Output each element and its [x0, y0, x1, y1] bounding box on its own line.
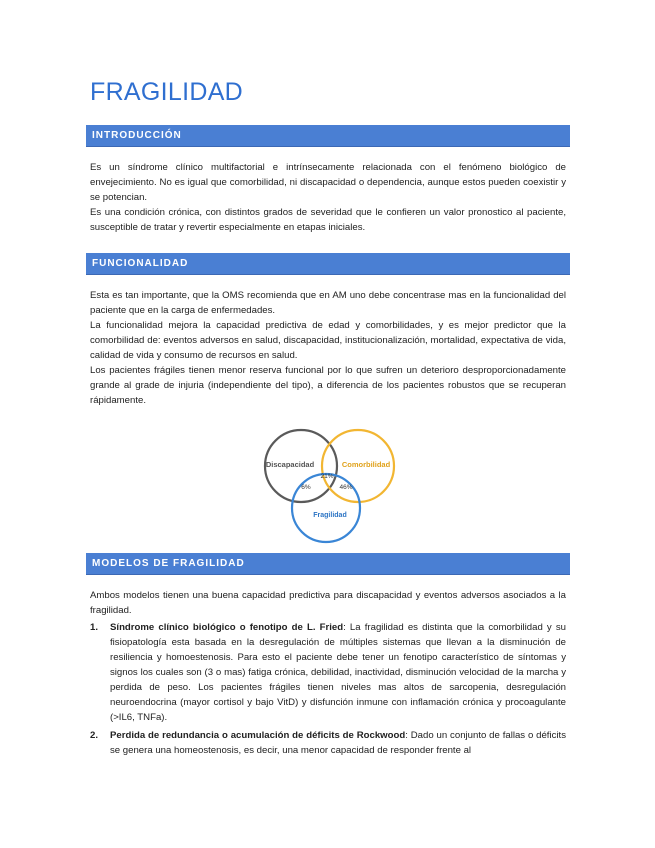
func-paragraph-2: La funcionalidad mejora la capacidad predictiva de edad y comorbilidades, y es mejor predictor que la comorbilidad de: eventos adversos en salud, discapacidad, institucionalización, mortalidad, expectativa de vida, calidad de vida y consumo de recursos en salud.	[90, 320, 566, 361]
intro-text	[90, 160, 566, 235]
venn-overlap-disc-frag: 6%	[301, 484, 311, 491]
list-item-lead: Síndrome clínico biológico o fenotipo de L. Fried	[110, 622, 344, 633]
list-item-lead: Perdida de redundancia o acumulación de déficits de Rockwood	[110, 730, 406, 741]
list-item-number: 1.	[90, 622, 99, 633]
list-item	[90, 620, 566, 725]
venn-label-comorbilidad: Comorbilidad	[341, 460, 391, 469]
list-item-text: : Dado un conjunto de fallas o déficits se genera una homeostenosis, es decir, una menor capacidad de responder frente al	[110, 730, 566, 756]
section-heading-intro: INTRODUCCIÓN	[86, 125, 570, 147]
list-item-text: : La fragilidad es distinta que la comorbilidad y su fisiopatología esta basada en la desregulación de múltiples sistemas que llevan a la disminución de resiliencia y homoestenosis. Para esto el paciente debe tener un fenotipo característico de síntomas y signos los cuales son (3 o mas) fatiga crónica, debilidad, inactividad, disminución velocidad de la marcha y perdida de peso. Los pacientes frágiles tienen niveles mas altos de sarcopenia, desregulación neuroendocrina (mayor cortisol y bajo VitD) y disfunción inmune con inflamación crónica y procoagulante (>IL6, TNFa).	[110, 622, 566, 723]
page-title: FRAGILIDAD	[90, 78, 244, 106]
intro-paragraph-2: Es una condición crónica, con distintos grados de severidad que le confieren un valor pronostico al paciente, susceptible de tratar y revertir especialmente en etapas iniciales.	[90, 207, 566, 233]
venn-overlap-comorb-frag: 46%	[339, 484, 353, 491]
func-paragraph-3: Los pacientes frágiles tienen menor reserva funcional por lo que sufren un deterioro desproporcionadamente grande al grade de injuria (independiente del tipo), a diferencia de los pacientes robustos que se recuperan rápidamente.	[90, 365, 566, 406]
modelos-list	[90, 620, 566, 761]
venn-label-discapacidad: Discapacidad	[265, 460, 315, 469]
modelos-intro: Ambos modelos tienen una buena capacidad predictiva para discapacidad y eventos adversos asociados a la fragilidad.	[90, 590, 566, 616]
section-heading-funcionalidad: FUNCIONALIDAD	[86, 253, 570, 275]
list-item	[90, 728, 566, 758]
venn-label-fragilidad: Fragilidad	[313, 512, 347, 519]
funcionalidad-text	[90, 288, 566, 408]
section-heading-modelos: MODELOS DE FRAGILIDAD	[86, 553, 570, 575]
venn-diagram	[258, 428, 400, 548]
intro-paragraph-1: Es un síndrome clínico multifactorial e intrínsecamente relacionada con el fenómeno biológico de envejecimiento. No es igual que comorbilidad, ni discapacidad o dependencia, aunque estos pueden coexistir y se potencian.	[90, 162, 566, 203]
venn-overlap-all: 21%	[320, 473, 334, 480]
func-paragraph-1: Esta es tan importante, que la OMS recomienda que en AM uno debe concentrase mas en la funcionalidad del paciente que en la carga de enfermedades.	[90, 290, 566, 316]
list-item-number: 2.	[90, 730, 99, 741]
